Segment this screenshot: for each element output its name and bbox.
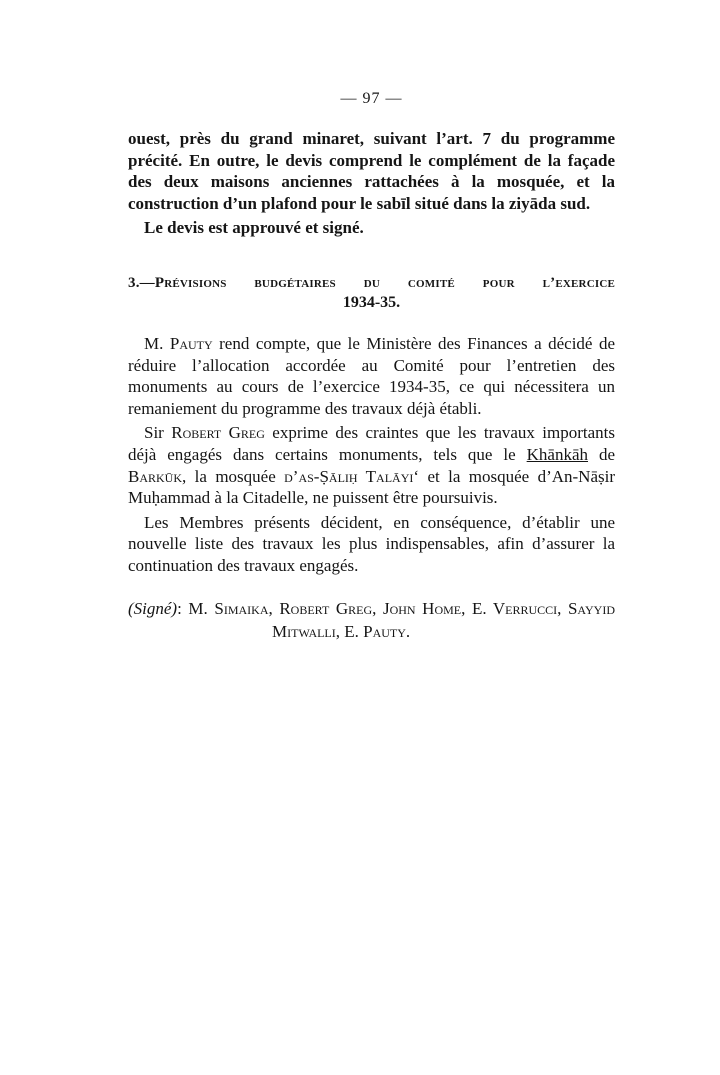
section-body bbox=[128, 333, 615, 577]
document-page bbox=[128, 90, 615, 643]
paragraph-members-decision: Les Membres présents décident, en conséquence, d’établir une nouvelle liste des travaux les plus indispensables, afin d’assurer la continuation des travaux engagés. bbox=[128, 512, 615, 575]
paragraph-text: et la mosquée d’An-Nāṣir Muḥammad à la Citadelle, ne puissent être poursuivis. bbox=[128, 466, 615, 508]
section-heading-line2: 1934-35. bbox=[342, 293, 401, 311]
paragraph-greg-concern bbox=[128, 422, 615, 508]
section-heading-line1: 3.—Prévisions budgétaires du comité pour l’exercice bbox=[128, 274, 615, 291]
paragraph-text: , la mosquée bbox=[182, 466, 276, 486]
signatories: M. Simaika, Robert Greg, John Home, E. Verrucci, Sayyid Mitwalli, E. Pauty. bbox=[188, 598, 615, 641]
approval-statement: Le devis est approuvé et signé. bbox=[144, 218, 364, 238]
speaker-name: Pauty bbox=[169, 333, 213, 353]
signature-colon: : bbox=[177, 598, 182, 618]
paragraph-text: exprime des craintes que les travaux importants déjà engagés dans certains monuments, tels que le bbox=[128, 423, 616, 464]
signature-label: (Signé) bbox=[128, 598, 178, 618]
name-barkuk: Barkūk bbox=[128, 466, 183, 486]
signature-block bbox=[128, 597, 615, 643]
paragraph-text: rend compte, que le Ministère des Finances a décidé de réduire l’allocation accordée au Comité pour l’entretien des monuments au cours de l’exercice 1934-35, ce qui nécessitera un remaniement du programme des travaux déjà établi. bbox=[128, 333, 615, 418]
intro-paragraph: ouest, près du grand minaret, suivant l’art. 7 du programme précité. En outre, le devis comprend le complément de la façade des deux maisons anciennes rattachées à la mosquée, et la construction d’un plafond pour le sabīl situé dans la ziyāda sud. bbox=[128, 129, 615, 213]
term-khankah: Khānkāh bbox=[526, 444, 589, 464]
speaker-name: Robert Greg bbox=[171, 423, 265, 443]
name-salih-talayi: d’as-Ṣāliḥ Talāyi‘ bbox=[284, 466, 420, 486]
section-heading bbox=[128, 273, 615, 313]
speaker-title: Sir bbox=[144, 423, 164, 443]
page-number: — 97 — bbox=[340, 90, 403, 107]
paragraph-text: de bbox=[598, 444, 616, 464]
paragraph-pauty-report bbox=[128, 333, 615, 419]
speaker-title: M. bbox=[144, 333, 164, 353]
